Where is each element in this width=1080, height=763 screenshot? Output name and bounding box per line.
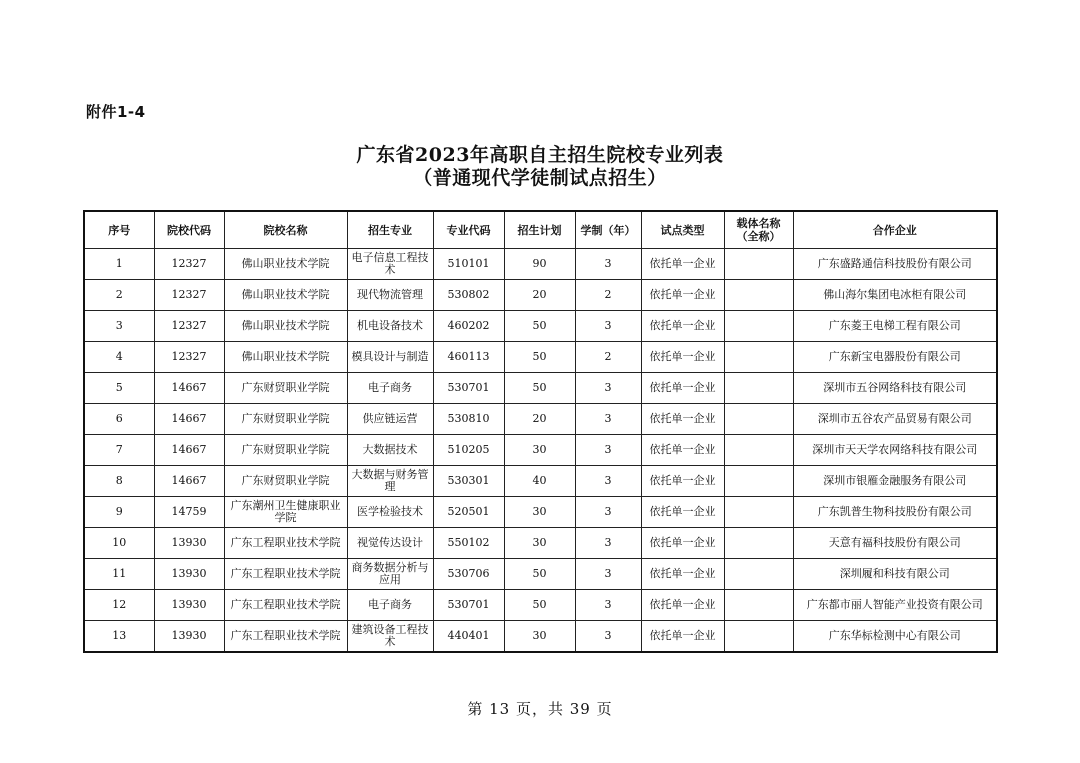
cell-pilot-type: 依托单一企业 xyxy=(641,559,724,590)
cell-carrier-name xyxy=(724,466,793,497)
cell-partner-company: 广东凯普生物科技股份有限公司 xyxy=(793,497,997,528)
cell-major: 医学检验技术 xyxy=(347,497,433,528)
cell-school-code: 14667 xyxy=(154,435,224,466)
cell-major-code: 530301 xyxy=(433,466,504,497)
cell-enrollment-plan: 50 xyxy=(504,342,575,373)
table-row xyxy=(84,559,997,590)
table-row xyxy=(84,373,997,404)
cell-enrollment-plan: 50 xyxy=(504,311,575,342)
cell-partner-company: 深圳履和科技有限公司 xyxy=(793,559,997,590)
cell-enrollment-plan: 50 xyxy=(504,373,575,404)
cell-pilot-type: 依托单一企业 xyxy=(641,621,724,653)
cell-school-name: 广东工程职业技术学院 xyxy=(224,621,347,653)
cell-enrollment-plan: 30 xyxy=(504,621,575,653)
cell-school-name: 佛山职业技术学院 xyxy=(224,342,347,373)
cell-school-name: 广东潮州卫生健康职业学院 xyxy=(224,497,347,528)
header-school-name: 院校名称 xyxy=(224,211,347,249)
cell-carrier-name xyxy=(724,621,793,653)
cell-duration: 2 xyxy=(575,342,641,373)
cell-pilot-type: 依托单一企业 xyxy=(641,373,724,404)
cell-pilot-type: 依托单一企业 xyxy=(641,342,724,373)
cell-partner-company: 深圳市银雁金融服务有限公司 xyxy=(793,466,997,497)
cell-school-code: 12327 xyxy=(154,311,224,342)
table-row xyxy=(84,249,997,280)
enrollment-table xyxy=(83,210,998,653)
cell-major-code: 460202 xyxy=(433,311,504,342)
cell-carrier-name xyxy=(724,435,793,466)
cell-carrier-name xyxy=(724,249,793,280)
cell-enrollment-plan: 50 xyxy=(504,590,575,621)
cell-partner-company: 广东华标检测中心有限公司 xyxy=(793,621,997,653)
header-school-code: 院校代码 xyxy=(154,211,224,249)
cell-index: 13 xyxy=(84,621,154,653)
cell-major: 现代物流管理 xyxy=(347,280,433,311)
cell-index: 1 xyxy=(84,249,154,280)
cell-partner-company: 佛山海尔集团电冰柜有限公司 xyxy=(793,280,997,311)
cell-pilot-type: 依托单一企业 xyxy=(641,590,724,621)
cell-major-code: 530706 xyxy=(433,559,504,590)
table-row xyxy=(84,590,997,621)
cell-pilot-type: 依托单一企业 xyxy=(641,280,724,311)
cell-partner-company: 深圳市五谷农产品贸易有限公司 xyxy=(793,404,997,435)
page-number: 第 13 页，共 39 页 xyxy=(467,700,613,718)
table-row xyxy=(84,404,997,435)
cell-major-code: 510101 xyxy=(433,249,504,280)
cell-partner-company: 广东盛路通信科技股份有限公司 xyxy=(793,249,997,280)
cell-carrier-name xyxy=(724,280,793,311)
header-partner-company: 合作企业 xyxy=(793,211,997,249)
cell-partner-company: 广东新宝电器股份有限公司 xyxy=(793,342,997,373)
cell-school-name: 广东财贸职业学院 xyxy=(224,404,347,435)
cell-enrollment-plan: 20 xyxy=(504,404,575,435)
cell-duration: 3 xyxy=(575,621,641,653)
cell-partner-company: 深圳市天天学农网络科技有限公司 xyxy=(793,435,997,466)
table-row xyxy=(84,342,997,373)
cell-major: 机电设备技术 xyxy=(347,311,433,342)
header-major-code: 专业代码 xyxy=(433,211,504,249)
cell-carrier-name xyxy=(724,404,793,435)
table-row xyxy=(84,466,997,497)
cell-major: 大数据技术 xyxy=(347,435,433,466)
cell-index: 5 xyxy=(84,373,154,404)
cell-school-name: 广东财贸职业学院 xyxy=(224,373,347,404)
cell-major: 模具设计与制造 xyxy=(347,342,433,373)
cell-duration: 3 xyxy=(575,435,641,466)
cell-carrier-name xyxy=(724,590,793,621)
cell-school-name: 广东工程职业技术学院 xyxy=(224,528,347,559)
header-carrier-name: 载体名称（全称） xyxy=(724,211,793,249)
cell-carrier-name xyxy=(724,528,793,559)
table-row xyxy=(84,311,997,342)
cell-enrollment-plan: 40 xyxy=(504,466,575,497)
table-row xyxy=(84,435,997,466)
cell-major-code: 440401 xyxy=(433,621,504,653)
cell-partner-company: 广东都市丽人智能产业投资有限公司 xyxy=(793,590,997,621)
cell-major-code: 530810 xyxy=(433,404,504,435)
cell-enrollment-plan: 30 xyxy=(504,497,575,528)
cell-school-code: 12327 xyxy=(154,280,224,311)
cell-duration: 3 xyxy=(575,311,641,342)
cell-index: 4 xyxy=(84,342,154,373)
cell-school-name: 广东财贸职业学院 xyxy=(224,466,347,497)
cell-school-name: 佛山职业技术学院 xyxy=(224,280,347,311)
cell-duration: 3 xyxy=(575,559,641,590)
cell-school-name: 广东工程职业技术学院 xyxy=(224,590,347,621)
cell-index: 7 xyxy=(84,435,154,466)
attachment-label: 附件1-4 xyxy=(86,103,146,121)
cell-major-code: 550102 xyxy=(433,528,504,559)
cell-index: 9 xyxy=(84,497,154,528)
cell-duration: 3 xyxy=(575,528,641,559)
cell-major: 供应链运营 xyxy=(347,404,433,435)
cell-school-code: 13930 xyxy=(154,590,224,621)
cell-index: 11 xyxy=(84,559,154,590)
cell-school-name: 佛山职业技术学院 xyxy=(224,311,347,342)
cell-enrollment-plan: 50 xyxy=(504,559,575,590)
cell-carrier-name xyxy=(724,311,793,342)
cell-pilot-type: 依托单一企业 xyxy=(641,435,724,466)
header-index: 序号 xyxy=(84,211,154,249)
cell-partner-company: 广东菱王电梯工程有限公司 xyxy=(793,311,997,342)
table-header-row xyxy=(84,211,997,249)
cell-school-code: 14759 xyxy=(154,497,224,528)
cell-carrier-name xyxy=(724,373,793,404)
cell-major-code: 530701 xyxy=(433,373,504,404)
header-major: 招生专业 xyxy=(347,211,433,249)
cell-duration: 3 xyxy=(575,373,641,404)
cell-enrollment-plan: 30 xyxy=(504,528,575,559)
cell-school-name: 广东工程职业技术学院 xyxy=(224,559,347,590)
cell-pilot-type: 依托单一企业 xyxy=(641,497,724,528)
cell-major: 电子商务 xyxy=(347,590,433,621)
cell-major-code: 510205 xyxy=(433,435,504,466)
cell-index: 6 xyxy=(84,404,154,435)
cell-major-code: 460113 xyxy=(433,342,504,373)
cell-pilot-type: 依托单一企业 xyxy=(641,528,724,559)
cell-major: 视觉传达设计 xyxy=(347,528,433,559)
cell-partner-company: 深圳市五谷网络科技有限公司 xyxy=(793,373,997,404)
cell-enrollment-plan: 90 xyxy=(504,249,575,280)
cell-index: 12 xyxy=(84,590,154,621)
cell-school-name: 佛山职业技术学院 xyxy=(224,249,347,280)
cell-pilot-type: 依托单一企业 xyxy=(641,466,724,497)
cell-carrier-name xyxy=(724,559,793,590)
cell-major-code: 520501 xyxy=(433,497,504,528)
cell-pilot-type: 依托单一企业 xyxy=(641,311,724,342)
cell-duration: 3 xyxy=(575,497,641,528)
cell-duration: 3 xyxy=(575,249,641,280)
cell-major: 大数据与财务管理 xyxy=(347,466,433,497)
cell-major: 电子商务 xyxy=(347,373,433,404)
cell-school-code: 14667 xyxy=(154,373,224,404)
cell-index: 3 xyxy=(84,311,154,342)
cell-carrier-name xyxy=(724,497,793,528)
cell-school-code: 12327 xyxy=(154,249,224,280)
document-title: 广东省2023年高职自主招生院校专业列表 xyxy=(356,144,724,166)
cell-school-code: 14667 xyxy=(154,404,224,435)
table-row xyxy=(84,621,997,653)
cell-pilot-type: 依托单一企业 xyxy=(641,404,724,435)
cell-index: 2 xyxy=(84,280,154,311)
table-row xyxy=(84,528,997,559)
cell-duration: 2 xyxy=(575,280,641,311)
cell-major: 建筑设备工程技术 xyxy=(347,621,433,653)
cell-enrollment-plan: 30 xyxy=(504,435,575,466)
cell-major: 电子信息工程技术 xyxy=(347,249,433,280)
cell-school-code: 13930 xyxy=(154,621,224,653)
cell-school-code: 13930 xyxy=(154,559,224,590)
cell-carrier-name xyxy=(724,342,793,373)
cell-duration: 3 xyxy=(575,404,641,435)
cell-school-name: 广东财贸职业学院 xyxy=(224,435,347,466)
table-row xyxy=(84,280,997,311)
cell-duration: 3 xyxy=(575,590,641,621)
cell-school-code: 12327 xyxy=(154,342,224,373)
cell-major-code: 530802 xyxy=(433,280,504,311)
cell-school-code: 13930 xyxy=(154,528,224,559)
cell-school-code: 14667 xyxy=(154,466,224,497)
document-subtitle: （普通现代学徒制试点招生） xyxy=(413,167,667,189)
cell-index: 8 xyxy=(84,466,154,497)
header-enrollment-plan: 招生计划 xyxy=(504,211,575,249)
cell-pilot-type: 依托单一企业 xyxy=(641,249,724,280)
cell-duration: 3 xyxy=(575,466,641,497)
header-pilot-type: 试点类型 xyxy=(641,211,724,249)
cell-major-code: 530701 xyxy=(433,590,504,621)
header-duration: 学制（年） xyxy=(575,211,641,249)
cell-partner-company: 天意有福科技股份有限公司 xyxy=(793,528,997,559)
cell-major: 商务数据分析与应用 xyxy=(347,559,433,590)
cell-index: 10 xyxy=(84,528,154,559)
cell-enrollment-plan: 20 xyxy=(504,280,575,311)
table-row xyxy=(84,497,997,528)
